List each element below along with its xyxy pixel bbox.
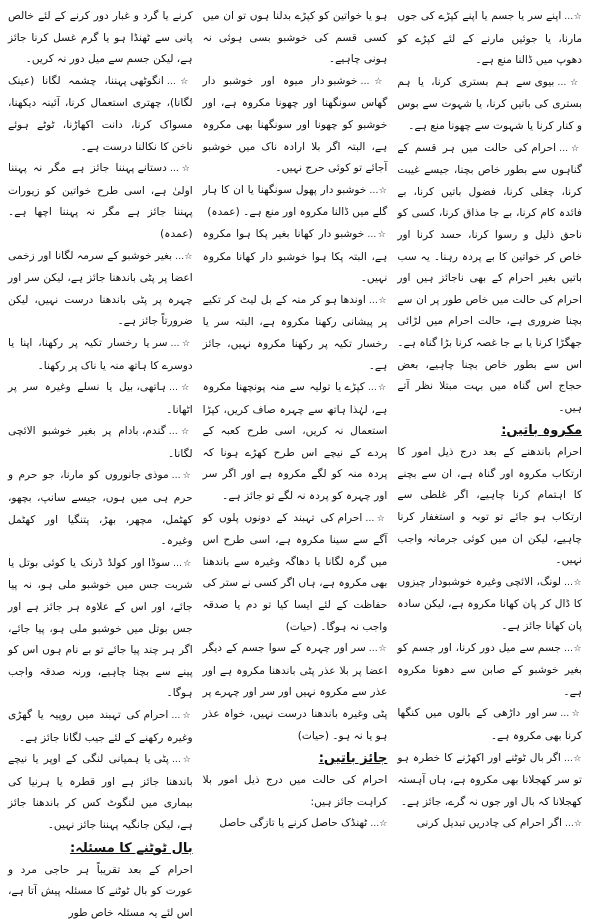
paragraph	[8, 377, 193, 421]
paragraph-text: بغیر خوشبو کے سرمہ لگانا اور زخمی اعضا پر پٹی باندھنا جائز ہے، لیکن سر اور چہرہ پر پٹی باندھنا درست نہیں، لیکن ضرورتاً جائز ہے۔	[7, 249, 193, 328]
paragraph	[8, 158, 193, 245]
paragraph	[203, 180, 388, 224]
paragraph	[397, 703, 582, 747]
paragraph-text: اپنے سر یا جسم یا اپنے کپڑے کی جوں مارنا، یا جوئیں مارنے کے لئے کپڑے کو دھوپ میں ڈالنا منع ہے۔	[397, 10, 582, 67]
column-right	[397, 6, 582, 830]
paragraph	[203, 71, 388, 180]
star-bullet-icon: ☆…	[365, 513, 388, 524]
paragraph-text: احرام کے بعد تقریباً ہر حاجی مرد و عورت کو بال ٹوٹنے کا مسئلہ پیش آتا ہے، اس لئے یہ مسئلہ خاص طور	[7, 863, 193, 919]
star-bullet-icon: ☆…	[564, 577, 582, 588]
paragraph-text: مکروہ باتیں:	[501, 423, 582, 439]
paragraph	[397, 572, 582, 638]
paragraph	[203, 377, 388, 508]
paragraph	[203, 6, 388, 71]
paragraph	[397, 813, 582, 836]
paragraph-text: احرام باندھنے کے بعد درج ذیل امور کا ارتکاب مکروہ اور گناہ ہے، ان سے بچنے کا اہتمام کرنا چاہیے، اگر غلطی سے ارتکاب ہو جائے تو توبہ و استغفار کرنا چاہیے، لیکن ان میں کوئی جرمانہ واجب نہیں۔	[397, 446, 582, 567]
paragraph-text: سر یا رخسار تکیہ پر رکھنا، اپنا یا دوسرے کا ہاتھ منہ یا ناک پر رکھنا۔	[7, 336, 193, 372]
paragraph-text: لونگ، الائچی وغیرہ خوشبودار چیزوں کا ڈال کر پان کھانا مکروہ ہے، لیکن سادہ پان کھانا جائز ہے۔	[397, 575, 582, 633]
paragraph-text: سوڈا اور کولڈ ڈرنک یا کوئی بوتل یا شربت جس میں خوشبو ملی ہو، نہ پیا جائے، اور اس کے علاوہ ہر جائز ہے اور جس بوتل میں خوشبو ملی ہو، پیا جائے، اگر ہر چند پیا جائے تو بے نام ہوں اس کو پینے سے بچنا چاہیے، ورنہ صدقہ واجب ہوگا۔	[7, 556, 193, 700]
paragraph	[397, 6, 582, 72]
paragraph	[8, 749, 193, 836]
paragraph-text: بال ٹوٹنے کا مسئلہ:	[70, 840, 193, 856]
paragraph-text: اگر احرام کی چادریں تبدیل کرنی	[416, 817, 562, 830]
star-bullet-icon: ☆…	[564, 12, 582, 22]
paragraph-text: احرام کی تہبند کے دونوں پلوں کو آگے سے سینا مکروہ ہے، اسی طرح اس میں گرہ لگانا یا دھاگہ وغیرہ سے باندھنا بھی مکروہ ہے، ہاں اگر کسی نے ستر کی حفاظت کے لئے ایسا کیا تو دم یا صدقہ واجب نہ ہوگا۔ (حیات)	[202, 511, 388, 633]
paragraph-text: انگوٹھی پہننا، چشمہ لگانا (عینک لگانا)، چھتری استعمال کرنا، آئینہ دیکھنا، مسواک کرنا، دانت اکھاڑنا، ٹوٹے ہوئے ناخن کا نکالنا درست ہے۔	[7, 74, 193, 153]
paragraph-text: کپڑے یا تولیہ سے منہ پونچھنا مکروہ ہے، لہٰذا ہاتھ سے چہرہ صاف کریں، کپڑا استعمال نہ کریں، اسی طرح کعبہ کے پردے کے نیچے اس طرح کھڑے ہونا کہ پردہ منہ کو لگے مکروہ ہے اور اگر سر اور چہرہ کو پردہ نہ لگے تو جائز ہے۔	[202, 381, 388, 503]
section-heading	[203, 747, 388, 770]
column-left	[7, 6, 193, 919]
column-middle	[202, 6, 388, 830]
paragraph-text: سر اور داڑھی کے بالوں میں کنگھا کرنا بھی مکروہ ہے۔	[397, 707, 582, 742]
paragraph-text: احرام کی حالت میں ہر قسم کے گناہوں سے بطور خاص بچنا، جیسے غیبت کرنا، چغلی کرنا، فضول باتیں کرنا، بے فائدہ کام کرنا، بے جا مذاق کرنا، کسی کو ناحق ذلیل و رسوا کرنا، حسد کرنا اور خاص کر خواتین کا بے پردہ رہنا۔ یہ سب باتیں بغیر احرام کے بھی ناجائز ہیں اور احرام کی حالت میں خاص طور پر ان سے بچنا ضروری ہے، حالت احرام میں لڑائی جھگڑا کرنا یا بے جا غصہ کرنا بڑا گناہ ہے۔ اس سے بطور خاص بچنا چاہیے، بعض حجاج اس گناہ میں بہت مبتلا نظر آتے ہیں۔	[397, 141, 582, 414]
section-heading	[8, 837, 193, 860]
paragraph-text: اگر بال ٹوٹنے اور اکھڑنے کا خطرہ ہو تو سر کھجلانا بھی مکروہ ہے، ہاں آہستہ کھجلانا کہ بال اور جوں نہ گرے، جائز ہے۔	[397, 751, 582, 808]
paragraph-text: کرنے یا گرد و غبار دور کرنے کے لئے خالص پانی سے ٹھنڈا ہو یا گرم غسل کرنا جائز ہے، لیکن جسم سے میل دور نہ کریں۔	[7, 10, 193, 66]
paragraph	[397, 748, 582, 814]
paragraph	[397, 442, 582, 572]
paragraph	[397, 138, 582, 420]
paragraph-text: خوشبو دار پھول سونگھنا یا ان کا ہار گلے میں ڈالنا مکروہ اور منع ہے۔ (عمدہ)	[202, 183, 388, 219]
star-bullet-icon: ☆…	[369, 185, 388, 196]
star-bullet-icon: ☆…	[169, 164, 193, 175]
paragraph	[203, 638, 388, 747]
paragraph	[203, 813, 388, 836]
star-bullet-icon: ☆…	[169, 383, 193, 394]
paragraph	[397, 72, 582, 138]
star-bullet-icon: ☆…	[171, 711, 193, 721]
star-bullet-icon: ☆…	[564, 819, 582, 830]
star-bullet-icon: ☆…	[360, 76, 388, 87]
paragraph-text: اوندھا ہو کر منہ کے بل لیٹ کر تکیے پر پیشانی رکھنا مکروہ ہے، البتہ سر یا رخسار تکیہ پر رکھنا مکروہ نہیں، جائز ہے۔	[202, 293, 388, 372]
paragraph	[8, 246, 193, 333]
paragraph	[8, 860, 193, 924]
section-heading	[397, 419, 582, 442]
star-bullet-icon: ☆…	[171, 471, 193, 482]
paragraph	[397, 638, 582, 704]
paragraph-text: پٹی یا ہمیانی لنگی کے اوپر یا نیچے باندھنا جائز ہے اور قطرہ یا ہرنیا کی بیماری میں لنگوٹ کس کر باندھنا جائز ہے، لیکن جانگیہ پہننا جائز نہیں۔	[7, 753, 193, 831]
star-bullet-icon: ☆…	[370, 819, 388, 830]
paragraph-text: خوشبو دار میوہ اور خوشبو دار گھاس سونگھنا اور چھونا مکروہ ہے، اور خوشبو کو چھونا اور سونگھنا بھی مکروہ ہے، البتہ اگر بلا ارادہ ناک میں خوشبو آجائے تو کوئی حرج نہیں۔	[202, 74, 388, 175]
paragraph	[8, 421, 193, 465]
paragraph-text: ہاتھی، بیل یا نسلے وغیرہ سر پر اٹھانا۔	[7, 381, 193, 416]
paragraph-text: خوشبو دار کھانا بغیر پکا ہوا مکروہ ہے، البتہ پکا ہوا خوشبو دار کھانا مکروہ نہیں۔	[202, 227, 388, 285]
star-bullet-icon: ☆…	[563, 753, 582, 764]
star-bullet-icon: ☆…	[171, 755, 193, 766]
star-bullet-icon: ☆…	[559, 143, 582, 154]
paragraph	[203, 508, 388, 639]
star-bullet-icon: ☆…	[563, 643, 582, 654]
paragraph-text: احرام کی حالت میں درج ذیل امور بلا کراہت جائز ہیں:	[202, 774, 388, 808]
paragraph	[8, 553, 193, 705]
paragraph	[8, 333, 193, 377]
paragraph-text: ہو یا خواتین کو کپڑے بدلنا ہوں تو ان میں کسی قسم کی خوشبو بسی ہوئی نہ ہونی چاہیے۔	[202, 10, 388, 66]
paragraph-text: سر اور چہرہ کے سوا جسم کے دیگر اعضا پر بلا عذر پٹی باندھنا مکروہ ہے اور عذر سے مکروہ نہیں اور سر اور چہرے پر پٹی وغیرہ باندھنا درست نہیں، خواہ عذر ہو یا نہ ہو۔ (حیات)	[202, 642, 388, 742]
star-bullet-icon: ☆…	[560, 709, 582, 720]
paragraph-text: بیوی سے ہم بستری کرنا، یا ہم بستری کی باتیں کرنا، یا شہوت سے بوس و کنار کرنا یا شہوت سے چھونا منع ہے۔	[397, 75, 582, 132]
star-bullet-icon: ☆…	[168, 427, 193, 438]
paragraph	[203, 290, 388, 377]
paragraph-text: ٹھنڈک حاصل کرنے یا تازگی حاصل	[219, 817, 368, 830]
star-bullet-icon: ☆…	[368, 295, 388, 306]
paragraph	[8, 705, 193, 749]
star-bullet-icon: ☆…	[367, 229, 388, 240]
star-bullet-icon: ☆…	[557, 77, 582, 88]
star-bullet-icon: ☆…	[170, 338, 193, 349]
paragraph-text: گندم، بادام پر بغیر خوشبو الائچی لگانا۔	[7, 425, 193, 460]
star-bullet-icon: ☆…	[166, 76, 193, 87]
paragraph	[203, 770, 388, 813]
paragraph	[8, 465, 193, 552]
star-bullet-icon: ☆…	[367, 383, 388, 394]
star-bullet-icon: ☆…	[173, 558, 193, 569]
paragraph-text: دستانے پہننا جائز ہے مگر نہ پہننا اولیٰ ہے، اسی طرح خواتین کو زیورات پہننا جائز ہے مگر نہ پہننا اچھا ہے۔ (عمدہ)	[7, 162, 193, 240]
paragraph	[8, 6, 193, 71]
paragraph-text: جائز باتیں:	[318, 751, 388, 767]
star-bullet-icon: ☆…	[368, 644, 388, 655]
paragraph-text: جسم سے میل دور کرنا، اور جسم کو بغیر خوشبو کے صابن سے دھونا مکروہ ہے۔	[397, 641, 582, 698]
paragraph-text: موذی جانوروں کو مارنا، جو حرم و حرم ہی میں ہوں، جیسے سانپ، بچھو، کھٹمل، مچھر، بھڑ، پتنگیا اور کھٹمل وغیرہ۔	[7, 469, 193, 548]
paragraph	[8, 71, 193, 158]
star-bullet-icon: ☆…	[175, 251, 193, 262]
paragraph-text: احرام کی تہبند میں روپیہ یا گھڑی وغیرہ رکھنے کے لئے جیب لگانا جائز ہے۔	[7, 709, 193, 744]
paragraph	[203, 224, 388, 290]
